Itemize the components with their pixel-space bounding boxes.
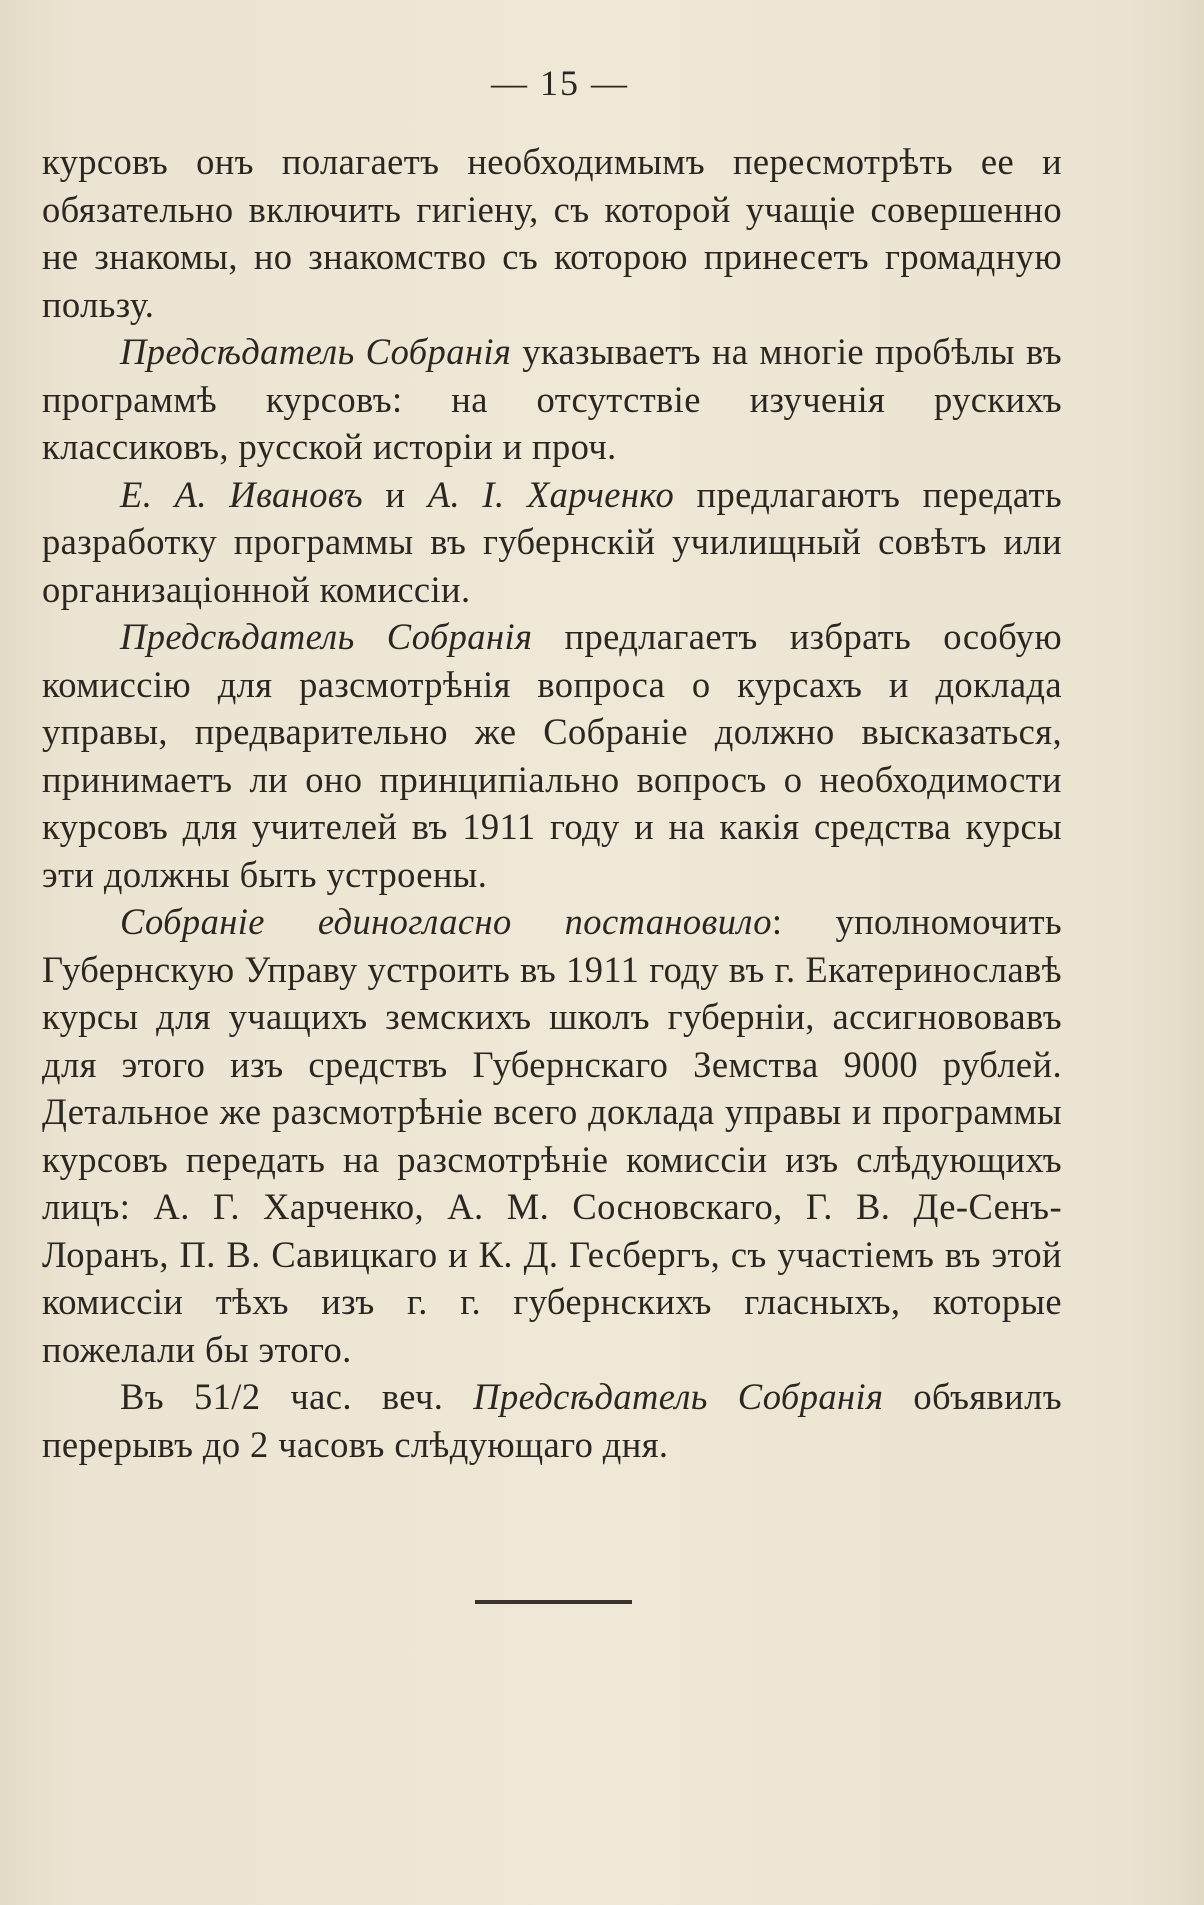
body-text: [42, 138, 1062, 1468]
speaker-name: Предсѣдатель Собранія: [120, 331, 512, 372]
speaker-name: Предсѣдатель Собранія: [120, 616, 533, 657]
paragraph-5: [42, 898, 1062, 1373]
paragraph-3: [42, 471, 1062, 614]
resolution-heading: Собраніе единогласно постановило: [120, 901, 772, 942]
paragraph-6-pre: Въ 5: [120, 1376, 213, 1417]
paragraph-1-text: курсовъ онъ полагаетъ необходимымъ пересмотрѣть ее и обязательно включить гигіену, съ которой учащіе совершенно не знакомы, но знакомство съ которою принесетъ громадную пользу.: [42, 141, 1062, 325]
paragraph-6: [42, 1373, 1062, 1468]
paragraph-4-text: предлагаетъ избрать особую комиссію для разсмотрѣнія вопроса о курсахъ и доклада управы, предварительно же Собраніе должно высказаться, принимаетъ ли оно принципіально вопросъ о необходимости курсовъ для учителей въ 1911 году и на какія средства курсы эти должны быть устроены.: [42, 616, 1062, 895]
paragraph-4: [42, 613, 1062, 898]
paragraph-3-text: предлагаютъ передать разработку программы въ губернскій училищный совѣтъ или организаціонной комиссіи.: [42, 473, 1062, 610]
conjunction: и: [362, 473, 428, 515]
paragraph-6-mid: час. веч.: [260, 1376, 474, 1417]
paragraph-1: [42, 138, 1062, 328]
paragraph-2-text: указываетъ на многіе пробѣлы въ программѣ курсовъ: на отсутствіе изученія рускихъ классиковъ, русской исторіи и проч.: [42, 331, 1063, 467]
paragraph-6-text: объявилъ перерывъ до 2 часовъ слѣдующаго дня.: [42, 1376, 1063, 1465]
time-fraction: 1/2: [212, 1376, 261, 1417]
paragraph-2: [42, 328, 1062, 471]
paragraph-5-text: : уполномочить Губернскую Управу устроить въ 1911 году въ г. Екатеринославѣ курсы для учащихъ земскихъ школъ губерніи, ассигнововавъ для этого изъ средствъ Губернскаго Земства 9000 рублей. Детальное же разсмотрѣніе всего доклада управы и программы курсовъ передать на разсмотрѣніе комиссіи изъ слѣдующихъ лицъ: А. Г. Харченко, А. М. Сосновскаго, Г. В. Де-Сенъ-Лоранъ, П. В. Савицкаго и К. Д. Гесбергъ, съ участіемъ въ этой комиссіи тѣхъ изъ г. г. губернскихъ гласныхъ, которые пожелали бы этого.: [42, 901, 1062, 1370]
speaker-name: А. I. Харченко: [427, 473, 675, 515]
speaker-name: Предсѣдатель Собранія: [473, 1376, 884, 1417]
speaker-name: Е. А. Ивановъ: [120, 473, 363, 515]
page-number: — 15 —: [491, 63, 629, 103]
closing-rule: [475, 1600, 632, 1604]
